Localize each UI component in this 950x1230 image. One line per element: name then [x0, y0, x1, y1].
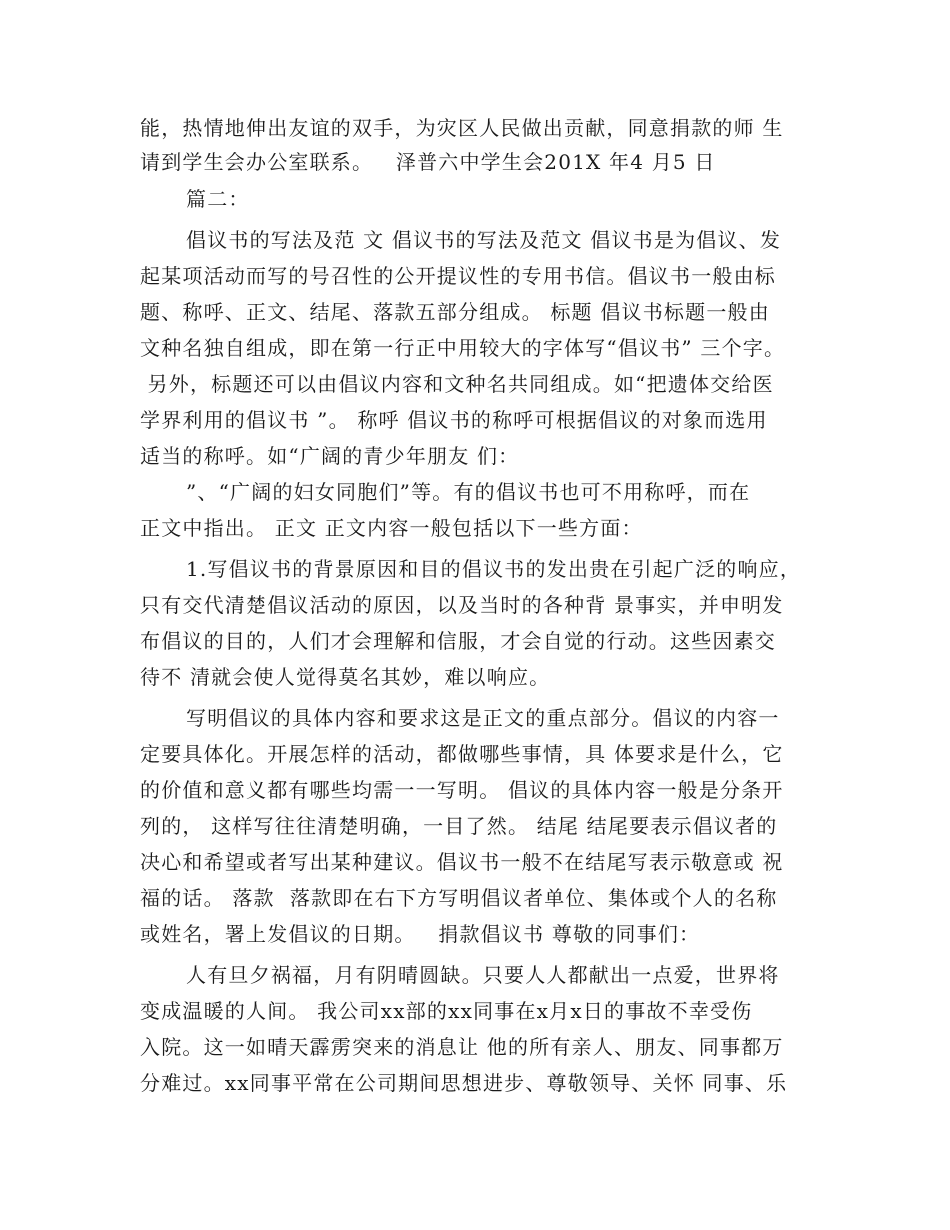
text-line: 分难过。xx同事平常在公司期间思想进步、尊敬领导、关怀 同事、乐 — [140, 1071, 788, 1095]
text-line: 待不 清就会使人觉得莫名其妙，难以响应。 — [140, 665, 551, 689]
text-line: 决心和希望或者写出某种建议。倡议书一般不在结尾写表示敬意或 祝 — [140, 850, 784, 874]
text-line: 列的， 这样写往往清楚明确，一目了然。 结尾 结尾要表示倡议者的 — [140, 814, 778, 838]
text-line: 另外，标题还可以由倡议内容和文种名共同组成。如“把遗体交给医 — [140, 372, 774, 396]
text-line: 入院。这一如晴天霹雳突来的消息让 他的所有亲人、朋友、同事都万 — [140, 1035, 784, 1059]
text-line: 1.写倡议书的背景原因和目的倡议书的发出贵在引起广泛的响应， — [186, 557, 802, 581]
text-line: 正文中指出。 正文 正文内容一般包括以下一些方面： — [140, 516, 643, 540]
text-line: 只有交代清楚倡议活动的原因，以及当时的各种背 景事实，并申明发 — [140, 593, 784, 617]
text-line: 定要具体化。开展怎样的活动，都做哪些事情，具 体要求是什么，它 — [140, 742, 784, 766]
text-line: 布倡议的目的，人们才会理解和信服，才会自觉的行动。这些因素交 — [140, 629, 776, 653]
text-line: ”、“广阔的妇女同胞们”等。有的倡议书也可不用称呼，而在 — [186, 480, 751, 504]
section-heading: 篇二： — [186, 187, 250, 211]
text-line: 适当的称呼。如“广阔的青少年朋友 们： — [140, 444, 520, 468]
text-line: 倡议书的写法及范 文 倡议书的写法及范文 倡议书是为倡议、发 — [186, 228, 782, 252]
text-line: 能，热情地伸出友谊的双手，为灾区人民做出贡献，同意捐款的师 生 — [140, 116, 784, 140]
text-line: 起某项活动而写的号召性的公开提议性的专用书信。倡议书一般由标 — [140, 264, 776, 288]
text-line: 福的话。 落款 落款即在右下方写明倡议者单位、集体或个人的名称 — [140, 886, 778, 910]
text-line: 变成温暖的人间。 我公司xx部的xx同事在x月x日的事故不幸受伤 — [140, 999, 753, 1023]
text-line: 或姓名，署上发倡议的日期。 捐款倡议书 尊敬的同事们： — [140, 922, 701, 946]
text-line: 人有旦夕祸福，月有阴晴圆缺。只要人人都献出一点爱，世界将 — [186, 963, 780, 987]
text-line: 写明倡议的具体内容和要求这是正文的重点部分。倡议的内容一 — [186, 706, 780, 730]
text-line: 的价值和意义都有哪些均需一一写明。 倡议的具体内容一般是分条开 — [140, 778, 784, 802]
text-line: 题、称呼、正文、结尾、落款五部分组成。 标题 倡议书标题一般由 — [140, 300, 770, 324]
text-line: 请到学生会办公室联系。 泽普六中学生会201X 年4 月5 日 — [140, 150, 716, 174]
text-line: 文种名独自组成，即在第一行正中用较大的字体写“倡议书” 三个字。 — [140, 336, 786, 360]
text-line: 学界利用的倡议书 ”。 称呼 倡议书的称呼可根据倡议的对象而选用 — [140, 408, 768, 432]
